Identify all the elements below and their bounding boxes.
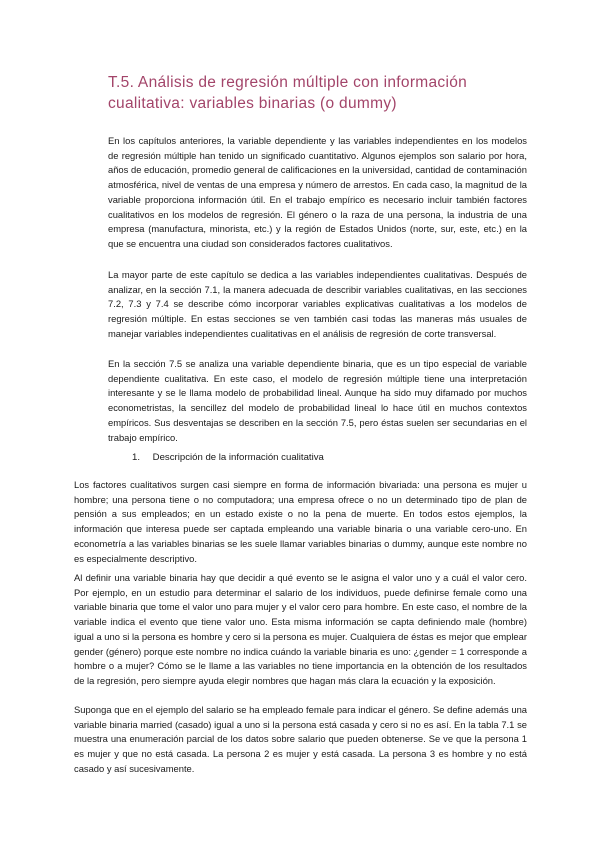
document-title: T.5. Análisis de regresión múltiple con información cualitativa: variables binarias (o dummy): [108, 74, 468, 112]
section-title: Descripción de la información cualitativa: [152, 452, 324, 463]
body-paragraph-1: Los factores cualitativos surgen casi siempre en forma de información bivariada: una persona es mujer u hombre; una persona tiene o no computadora; una empresa ofrece o no un determinado tipo de plan de pensión a sus empleados; en un estado existe o no la pena de muerte. En todos estos ejemplos, la información que interesa puede ser captada empleando una variable binaria o una variable cero-uno. En econometría a las variables binarias se les suele llamar variables binarias o dummy, aunque este nombre no es especialmente descriptivo.: [74, 479, 527, 564]
intro-paragraph-3: En la sección 7.5 se analiza una variable dependiente binaria, que es un tipo especial de variable dependiente cualitativa. En este caso, el modelo de regresión múltiple tiene una interpretación interesante y se le llama modelo de probabilidad lineal. Aunque ha sido muy difamado por muchos econometristas, la sencillez del modelo de probabilidad lineal lo hace útil en muchos contextos empíricos. Sus desventajas se describen en la sección 7.5, pero éstas suelen ser secundarias en el trabajo empírico.: [108, 358, 527, 443]
section-heading: [132, 451, 324, 465]
body-paragraph-3: Suponga que en el ejemplo del salario se ha empleado female para indicar el género. Se define además una variable binaria married (casado) igual a uno si la persona está casada y cero si no es así. En la tabla 7.1 se muestra una enumeración parcial de los datos sobre salario que pueden obtenerse. Se ve que la persona 1 es mujer y que no está casada. La persona 2 es mujer y está casada. La persona 3 es hombre y no está casado y así sucesivamente.: [74, 704, 527, 774]
body-paragraph-2: Al definir una variable binaria hay que decidir a qué evento se le asigna el valor uno y a cuál el valor cero. Por ejemplo, en un estudio para determinar el salario de los individuos, puede definirse female como una variable binaria que tome el valor uno para mujer y el valor cero para hombre. En este caso, el nombre de la variable indica el evento que tiene valor uno. Esta misma información se capta definiendo male (hombre) igual a uno si la persona es hombre y cero si la persona es mujer. Cualquiera de éstas es mejor que emplear gender (género) porque este nombre no indica cuándo la variable binaria es uno: ¿gender = 1 corresponde a hombre o a mujer? Cómo se le llame a las variables no tiene importancia en la obtención de los resultados de la regresión, pero siempre ayuda elegir nombres que hagan más clara la ecuación y la exposición.: [74, 572, 527, 686]
intro-paragraph-1: En los capítulos anteriores, la variable dependiente y las variables independientes en los modelos de regresión múltiple han tenido un significado cuantitativo. Algunos ejemplos son salario por hora, años de educación, promedio general de calificaciones en la universidad, cantidad de contaminación atmosférica, nivel de ventas de una empresa y número de arrestos. En cada caso, la magnitud de la variable proporciona información útil. En el trabajo empírico es necesario incluir también factores cualitativos en los modelos de regresión. El género o la raza de una persona, la industria de una empresa (manufactura, minorista, etc.) y la región de Estados Unidos (norte, sur, este, etc.) en la que se encuentra una ciudad son considerados factores cualitativos.: [108, 135, 527, 249]
intro-paragraph-2: La mayor parte de este capítulo se dedica a las variables independientes cualitativas. Después de analizar, en la sección 7.1, la manera adecuada de describir variables cualitativas, en las secciones 7.2, 7.3 y 7.4 se describe cómo incorporar variables explicativas cualitativas a los modelos de regresión múltiple. En estas secciones se ven también casi todas las maneras más usuales de manejar variables independientes cualitativas en el análisis de regresión de corte transversal.: [108, 269, 527, 339]
section-number: 1.: [132, 452, 141, 463]
